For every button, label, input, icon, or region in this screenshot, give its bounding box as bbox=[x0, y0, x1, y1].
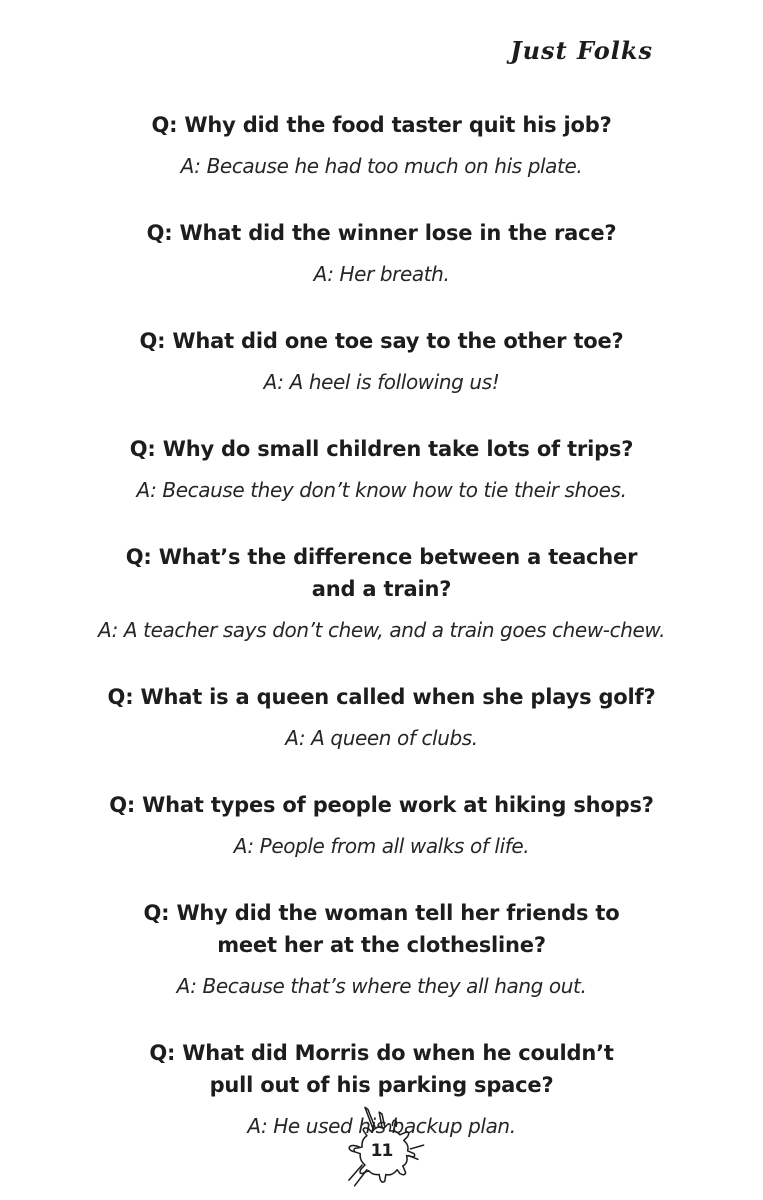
joke-answer: A: Because they don’t know how to tie their shoes. bbox=[136, 478, 627, 502]
joke-answer: A: People from all walks of life. bbox=[233, 834, 530, 858]
joke-item bbox=[48, 217, 715, 288]
joke-answer: A: A queen of clubs. bbox=[285, 726, 478, 750]
joke-question: Q: Why did the food taster quit his job? bbox=[151, 113, 612, 137]
ink-splat-graphic bbox=[330, 1098, 434, 1198]
joke-answer: A: A heel is following us! bbox=[263, 370, 500, 394]
book-title: Just Folks bbox=[510, 36, 653, 65]
running-head bbox=[0, 0, 763, 65]
joke-answer: A: Because that’s where they all hang out. bbox=[176, 974, 587, 998]
joke-question: Q: What did one toe say to the other toe? bbox=[139, 329, 624, 353]
joke-answer: A: Her breath. bbox=[313, 262, 450, 286]
joke-question: Q: What is a queen called when she plays golf? bbox=[107, 685, 656, 709]
joke-list bbox=[0, 109, 763, 1140]
joke-question: Q: Why did the woman tell her friends to meet her at the clothesline? bbox=[143, 901, 620, 957]
page-number: 11 bbox=[370, 1141, 393, 1161]
page-footer bbox=[0, 1098, 763, 1198]
joke-answer: A: A teacher says don’t chew, and a train goes chew-chew. bbox=[97, 618, 666, 642]
joke-item bbox=[48, 681, 715, 752]
joke-answer: A: He used his backup plan. bbox=[247, 1114, 516, 1138]
joke-item bbox=[48, 325, 715, 396]
joke-question: Q: What’s the difference between a teacher and a train? bbox=[125, 545, 638, 601]
joke-question: Q: What did the winner lose in the race? bbox=[146, 221, 617, 245]
joke-item bbox=[48, 541, 715, 644]
joke-item bbox=[48, 433, 715, 504]
joke-item bbox=[48, 109, 715, 180]
joke-item bbox=[48, 789, 715, 860]
joke-answer: A: Because he had too much on his plate. bbox=[180, 154, 583, 178]
joke-item bbox=[48, 897, 715, 1000]
joke-question: Q: Why do small children take lots of trips? bbox=[129, 437, 634, 461]
joke-question: Q: What did Morris do when he couldn’t pull out of his parking space? bbox=[149, 1041, 614, 1097]
joke-question: Q: What types of people work at hiking shops? bbox=[109, 793, 654, 817]
